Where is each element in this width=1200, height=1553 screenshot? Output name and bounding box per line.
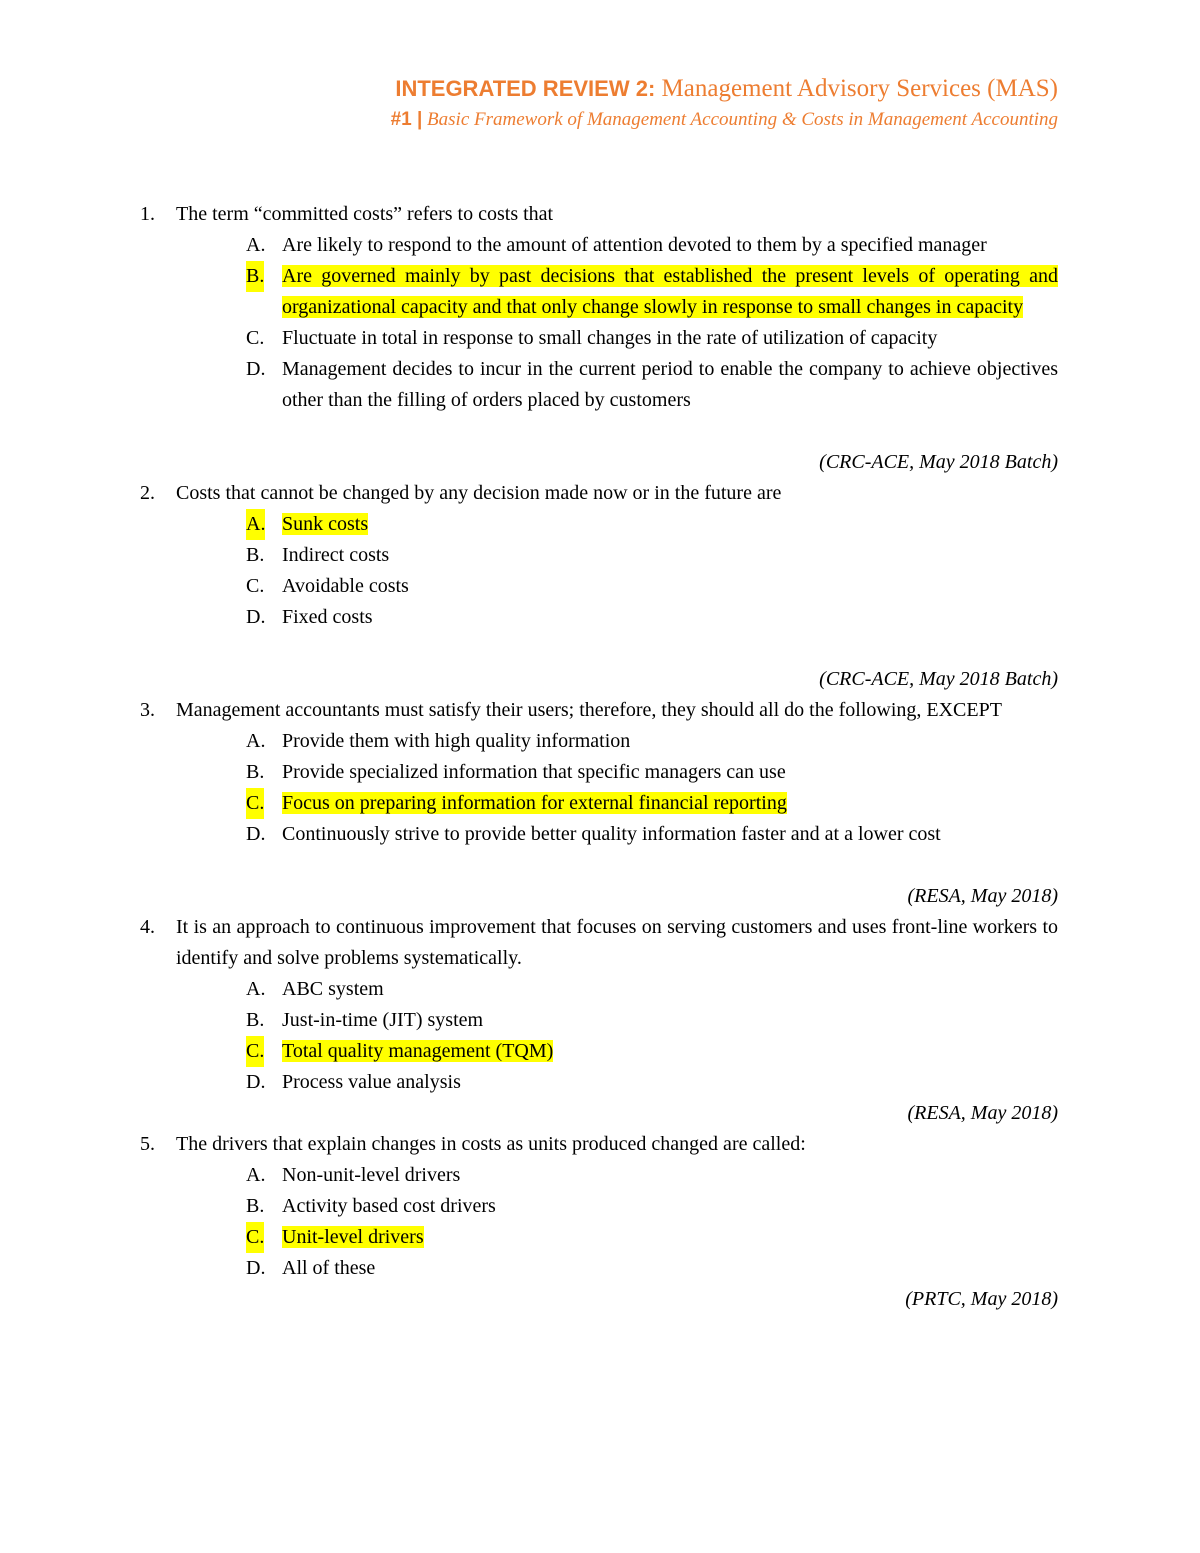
option-letter: B. <box>246 1195 265 1217</box>
option-b <box>0 1191 1200 1222</box>
option-b-answer <box>0 261 1200 323</box>
option-letter: D. <box>246 606 266 628</box>
question-number: 2. <box>140 482 155 504</box>
option-letter: A. <box>246 730 266 752</box>
option-text: Non-unit-level drivers <box>282 1164 461 1186</box>
option-text: Fixed costs <box>282 606 373 628</box>
option-d <box>0 602 1200 633</box>
question-text: Costs that cannot be changed by any decision made now or in the future are <box>176 482 782 504</box>
option-a <box>0 1160 1200 1191</box>
option-letter: D. <box>246 1257 266 1279</box>
question-stem <box>0 912 1200 974</box>
option-text: Activity based cost drivers <box>282 1195 496 1217</box>
header-title <box>391 72 1058 106</box>
option-a <box>0 974 1200 1005</box>
option-letter: A. <box>246 1164 266 1186</box>
option-list <box>0 974 1200 1098</box>
option-text: Provide specialized information that specific managers can use <box>282 761 786 783</box>
option-text: Fluctuate in total in response to small changes in the rate of utilization of capacity <box>282 327 938 349</box>
question-stem <box>0 478 1200 509</box>
option-text: Indirect costs <box>282 544 390 566</box>
question-text: Management accountants must satisfy their users; therefore, they should all do the following, EXCEPT <box>176 699 1002 721</box>
question-number: 4. <box>140 916 155 938</box>
option-text: Continuously strive to provide better quality information faster and at a lower cost <box>282 823 941 845</box>
option-d <box>0 1253 1200 1284</box>
option-list <box>0 726 1200 850</box>
option-letter: C. <box>246 575 265 597</box>
option-letter: A. <box>246 509 265 540</box>
option-text: Process value analysis <box>282 1071 461 1093</box>
option-text-highlighted: Are governed mainly by past decisions that established the present levels of operating and organizational capacity and that only change slowly in response to small changes in capacity <box>282 265 1058 318</box>
option-text-highlighted: Focus on preparing information for external financial reporting <box>282 792 787 814</box>
option-c <box>0 323 1200 354</box>
question-number: 1. <box>140 203 155 225</box>
option-text: All of these <box>282 1257 376 1279</box>
option-text-highlighted: Sunk costs <box>282 513 369 535</box>
option-text: Avoidable costs <box>282 575 409 597</box>
option-list <box>0 1160 1200 1284</box>
option-letter: D. <box>246 358 266 380</box>
question-1 <box>0 199 1200 478</box>
question-4 <box>0 912 1200 1129</box>
question-stem <box>0 695 1200 726</box>
option-letter: B. <box>246 761 265 783</box>
question-stem <box>0 199 1200 230</box>
option-letter: A. <box>246 234 266 256</box>
option-b <box>0 757 1200 788</box>
header-title-strong: INTEGRATED REVIEW 2: <box>395 76 656 101</box>
option-text: Management decides to incur in the current period to enable the company to achieve objectives other than the filling of orders placed by customers <box>282 358 1058 411</box>
question-stem <box>0 1129 1200 1160</box>
option-d <box>0 354 1200 416</box>
option-a <box>0 230 1200 261</box>
question-source: (RESA, May 2018) <box>907 1102 1058 1124</box>
question-source: (CRC-ACE, May 2018 Batch) <box>819 451 1058 473</box>
option-letter: C. <box>246 327 265 349</box>
option-letter: C. <box>246 1036 264 1067</box>
document-header <box>391 72 1058 134</box>
option-letter: A. <box>246 978 266 1000</box>
question-text: The term “committed costs” refers to costs that <box>176 203 554 225</box>
option-text-highlighted: Unit-level drivers <box>282 1226 424 1248</box>
option-a <box>0 726 1200 757</box>
question-3 <box>0 695 1200 912</box>
question-source: (PRTC, May 2018) <box>905 1288 1058 1310</box>
option-list <box>0 509 1200 633</box>
question-number: 5. <box>140 1133 155 1155</box>
question-text: The drivers that explain changes in costs as units produced changed are called: <box>176 1133 806 1155</box>
option-text: Are likely to respond to the amount of attention devoted to them by a specified manager <box>282 234 987 256</box>
option-text: Just-in-time (JIT) system <box>282 1009 484 1031</box>
option-letter: B. <box>246 1009 265 1031</box>
option-letter: B. <box>246 544 265 566</box>
option-c-answer <box>0 1036 1200 1067</box>
header-subtitle: Basic Framework of Management Accounting & Costs in Management Accounting <box>427 109 1058 130</box>
option-b <box>0 540 1200 571</box>
option-d <box>0 819 1200 850</box>
option-a-answer <box>0 509 1200 540</box>
option-list <box>0 230 1200 416</box>
header-title-rest: Management Advisory Services (MAS) <box>661 75 1058 102</box>
option-letter: C. <box>246 1222 264 1253</box>
option-text: Provide them with high quality information <box>282 730 631 752</box>
question-5 <box>0 1129 1200 1315</box>
question-source: (CRC-ACE, May 2018 Batch) <box>819 668 1058 690</box>
option-c-answer <box>0 1222 1200 1253</box>
option-b <box>0 1005 1200 1036</box>
option-letter: C. <box>246 788 264 819</box>
option-c-answer <box>0 788 1200 819</box>
header-number: #1 | <box>390 109 423 130</box>
question-source: (RESA, May 2018) <box>907 885 1058 907</box>
option-text-highlighted: Total quality management (TQM) <box>282 1040 554 1062</box>
question-list <box>0 199 1200 1315</box>
question-2 <box>0 478 1200 695</box>
header-subtitle-line <box>391 106 1058 134</box>
option-letter: B. <box>246 261 264 292</box>
question-number: 3. <box>140 699 155 721</box>
option-c <box>0 571 1200 602</box>
option-text: ABC system <box>282 978 384 1000</box>
question-text: It is an approach to continuous improvement that focuses on serving customers and uses front-line workers to identify and solve problems systematically. <box>176 916 1058 969</box>
option-d <box>0 1067 1200 1098</box>
option-letter: D. <box>246 823 266 845</box>
option-letter: D. <box>246 1071 266 1093</box>
